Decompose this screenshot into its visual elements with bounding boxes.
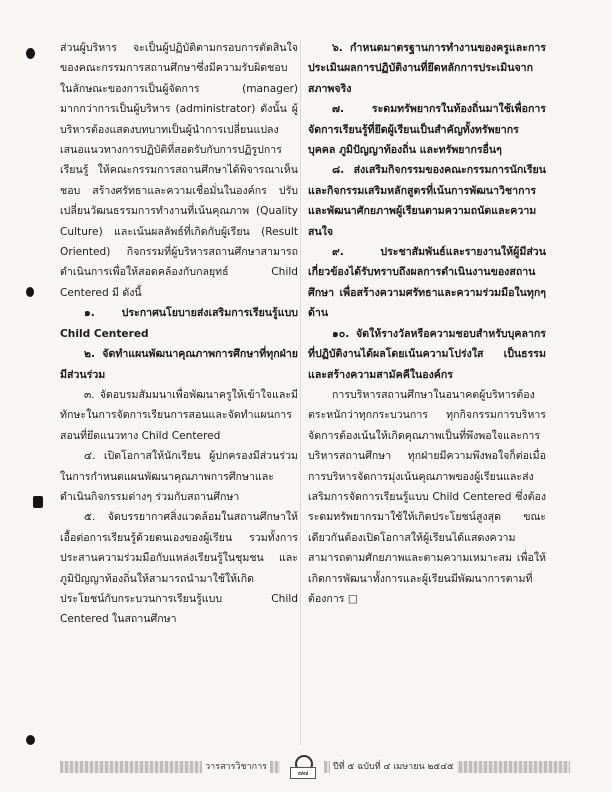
scan-blot bbox=[26, 735, 35, 745]
paragraph: ส่วนผู้บริหาร จะเป็นผู้ปฏิบัติตามกรอบการตัดสินใจของคณะกรรมการสถานศึกษาซึ่งมีความรับผิดชอบในลักษณะของการเป็นผู้จัดการ (manager) มากกว่าการเป็นผู้บริหาร (administrator) ดังนั้น ผู้บริหารต้องแสดงบทบาทเป็นผู้นำการเปลี่ยนแปลง เสนอแนวทางการปฏิบัติที่สอดรับกับการปฏิรูปการเรียนรู้ ให้คณะกรรมการสถานศึกษาได้พิจารณาเห็นชอบ สร้างศรัทธาและความเชื่อมั่นในองค์กร ปรับเปลี่ยนวัฒนธรรมการทำงานที่เน้นคุณภาพ (Quality Culture) และเน้นผลลัพธ์ที่เกิดกับผู้เรียน (Result Oriented) กิจกรรมที่ผู้บริหารสถานศึกษาสามารถดำเนินการเพื่อให้สอดคล้องกับกลยุทธ์ Child Centered มี ดังนี้ bbox=[60, 42, 298, 299]
journal-name: วารสารวิชาการ bbox=[202, 761, 270, 773]
page-number: ๗๗ bbox=[290, 767, 316, 779]
scan-blot bbox=[26, 287, 34, 297]
paragraph: ๖. กำหนดมาตรฐานการทำงานของครูและการประเมินผลการปฏิบัติงานที่ยึดหลักการประเมินจากสภาพจริง bbox=[308, 42, 546, 95]
scan-blot bbox=[33, 496, 43, 508]
paragraph: ๑. ประกาศนโยบายส่งเสริมการเรียนรู้แบบ Child Centered bbox=[60, 307, 298, 340]
paragraph: ๗. ระดมทรัพยากรในท้องถิ่นมาใช้เพื่อการจัดการเรียนรู้ที่ยึดผู้เรียนเป็นสำคัญทั้งทรัพยากรบุคคล ภูมิปัญญาท้องถิ่น และทรัพยากรอื่นๆ bbox=[308, 103, 546, 157]
left-text-column bbox=[60, 38, 298, 630]
page-number-badge bbox=[286, 755, 318, 777]
right-text-column bbox=[308, 38, 546, 609]
paragraph: ๕. จัดบรรยากาศสิ่งแวดล้อมในสถานศึกษาให้เอื้อต่อการเรียนรู้ด้วยตนเองของผู้เรียน รวมทั้งการประสานความร่วมมือกับแหล่งเรียนรู้ในชุมชน และภูมิปัญญาท้องถิ่นให้สามารถนำมาใช้ให้เกิดประโยชน์กับกระบวนการเรียนรู้แบบ Child Centered ในสถานศึกษา bbox=[60, 511, 298, 626]
paragraph: ๓. จัดอบรมสัมมนาเพื่อพัฒนาครูให้เข้าใจและมีทักษะในการจัดการเรียนการสอนและจัดทำแผนการสอนที่ยึดแนวทาง Child Centered bbox=[60, 388, 298, 442]
paragraph: ๔. เปิดโอกาสให้นักเรียน ผู้ปกครองมีส่วนร่วมในการกำหนดแผนพัฒนาคุณภาพการศึกษาและดำเนินกิจกรรมต่างๆ ร่วมกับสถานศึกษา bbox=[60, 450, 298, 503]
paragraph: ๑๐. จัดให้รางวัลหรือความชอบสำหรับบุคลากรที่ปฏิบัติงานได้ผลโดยเน้นความโปร่งใส เป็นธรรม และสร้างความสามัคคีในองค์กร bbox=[308, 327, 546, 381]
page-footer bbox=[60, 755, 570, 777]
paragraph: ๒. จัดทำแผนพัฒนาคุณภาพการศึกษาที่ทุกฝ่ายมีส่วนร่วม bbox=[60, 348, 298, 381]
paragraph: ๘. ส่งเสริมกิจกรรมของคณะกรรมการนักเรียนและกิจกรรมเสริมหลักสูตรที่เน้นการพัฒนาวิชาการและพัฒนาศักยภาพผู้เรียนตามความถนัดและความสนใจ bbox=[308, 164, 546, 238]
scan-blot bbox=[26, 48, 35, 59]
issue-info: ปีที่ ๕ ฉบับที่ ๔ เมษายน ๒๕๔๕ bbox=[330, 761, 457, 773]
paragraph: ๙. ประชาสัมพันธ์และรายงานให้ผู้มีส่วนเกี่ยวข้องได้รับทราบถึงผลการดำเนินงานของสถานศึกษา เพื่อสร้างความศรัทธาและความร่วมมือในทุกๆ ด้าน bbox=[308, 246, 546, 320]
column-divider bbox=[300, 40, 301, 745]
paragraph: การบริหารสถานศึกษาในอนาคตผู้บริหารต้องตระหนักว่าทุกกระบวนการ ทุกกิจกรรมการบริหารจัดการต้องเน้นให้เกิดคุณภาพเป็นที่พึงพอใจและการบริหารสถานศึกษา ทุกฝ่ายมีความพึงพอใจก็ต่อเมื่อการบริหารจัดการมุ่งเน้นคุณภาพของผู้เรียนและส่งเสริมการจัดการเรียนรู้แบบ Child Centered ซึ่งต้องระดมทรัพยากรมาใช้ให้เกิดประโยชน์สูงสุด ขณะเดียวกันต้องเปิดโอกาสให้ผู้เรียนได้แสดงความสามารถตามศักยภาพและตามความเหมาะสม เพื่อให้เกิดการพัฒนาทั้งการและผู้เรียนมีพัฒนาการตามที่ต้องการ □ bbox=[308, 388, 546, 605]
